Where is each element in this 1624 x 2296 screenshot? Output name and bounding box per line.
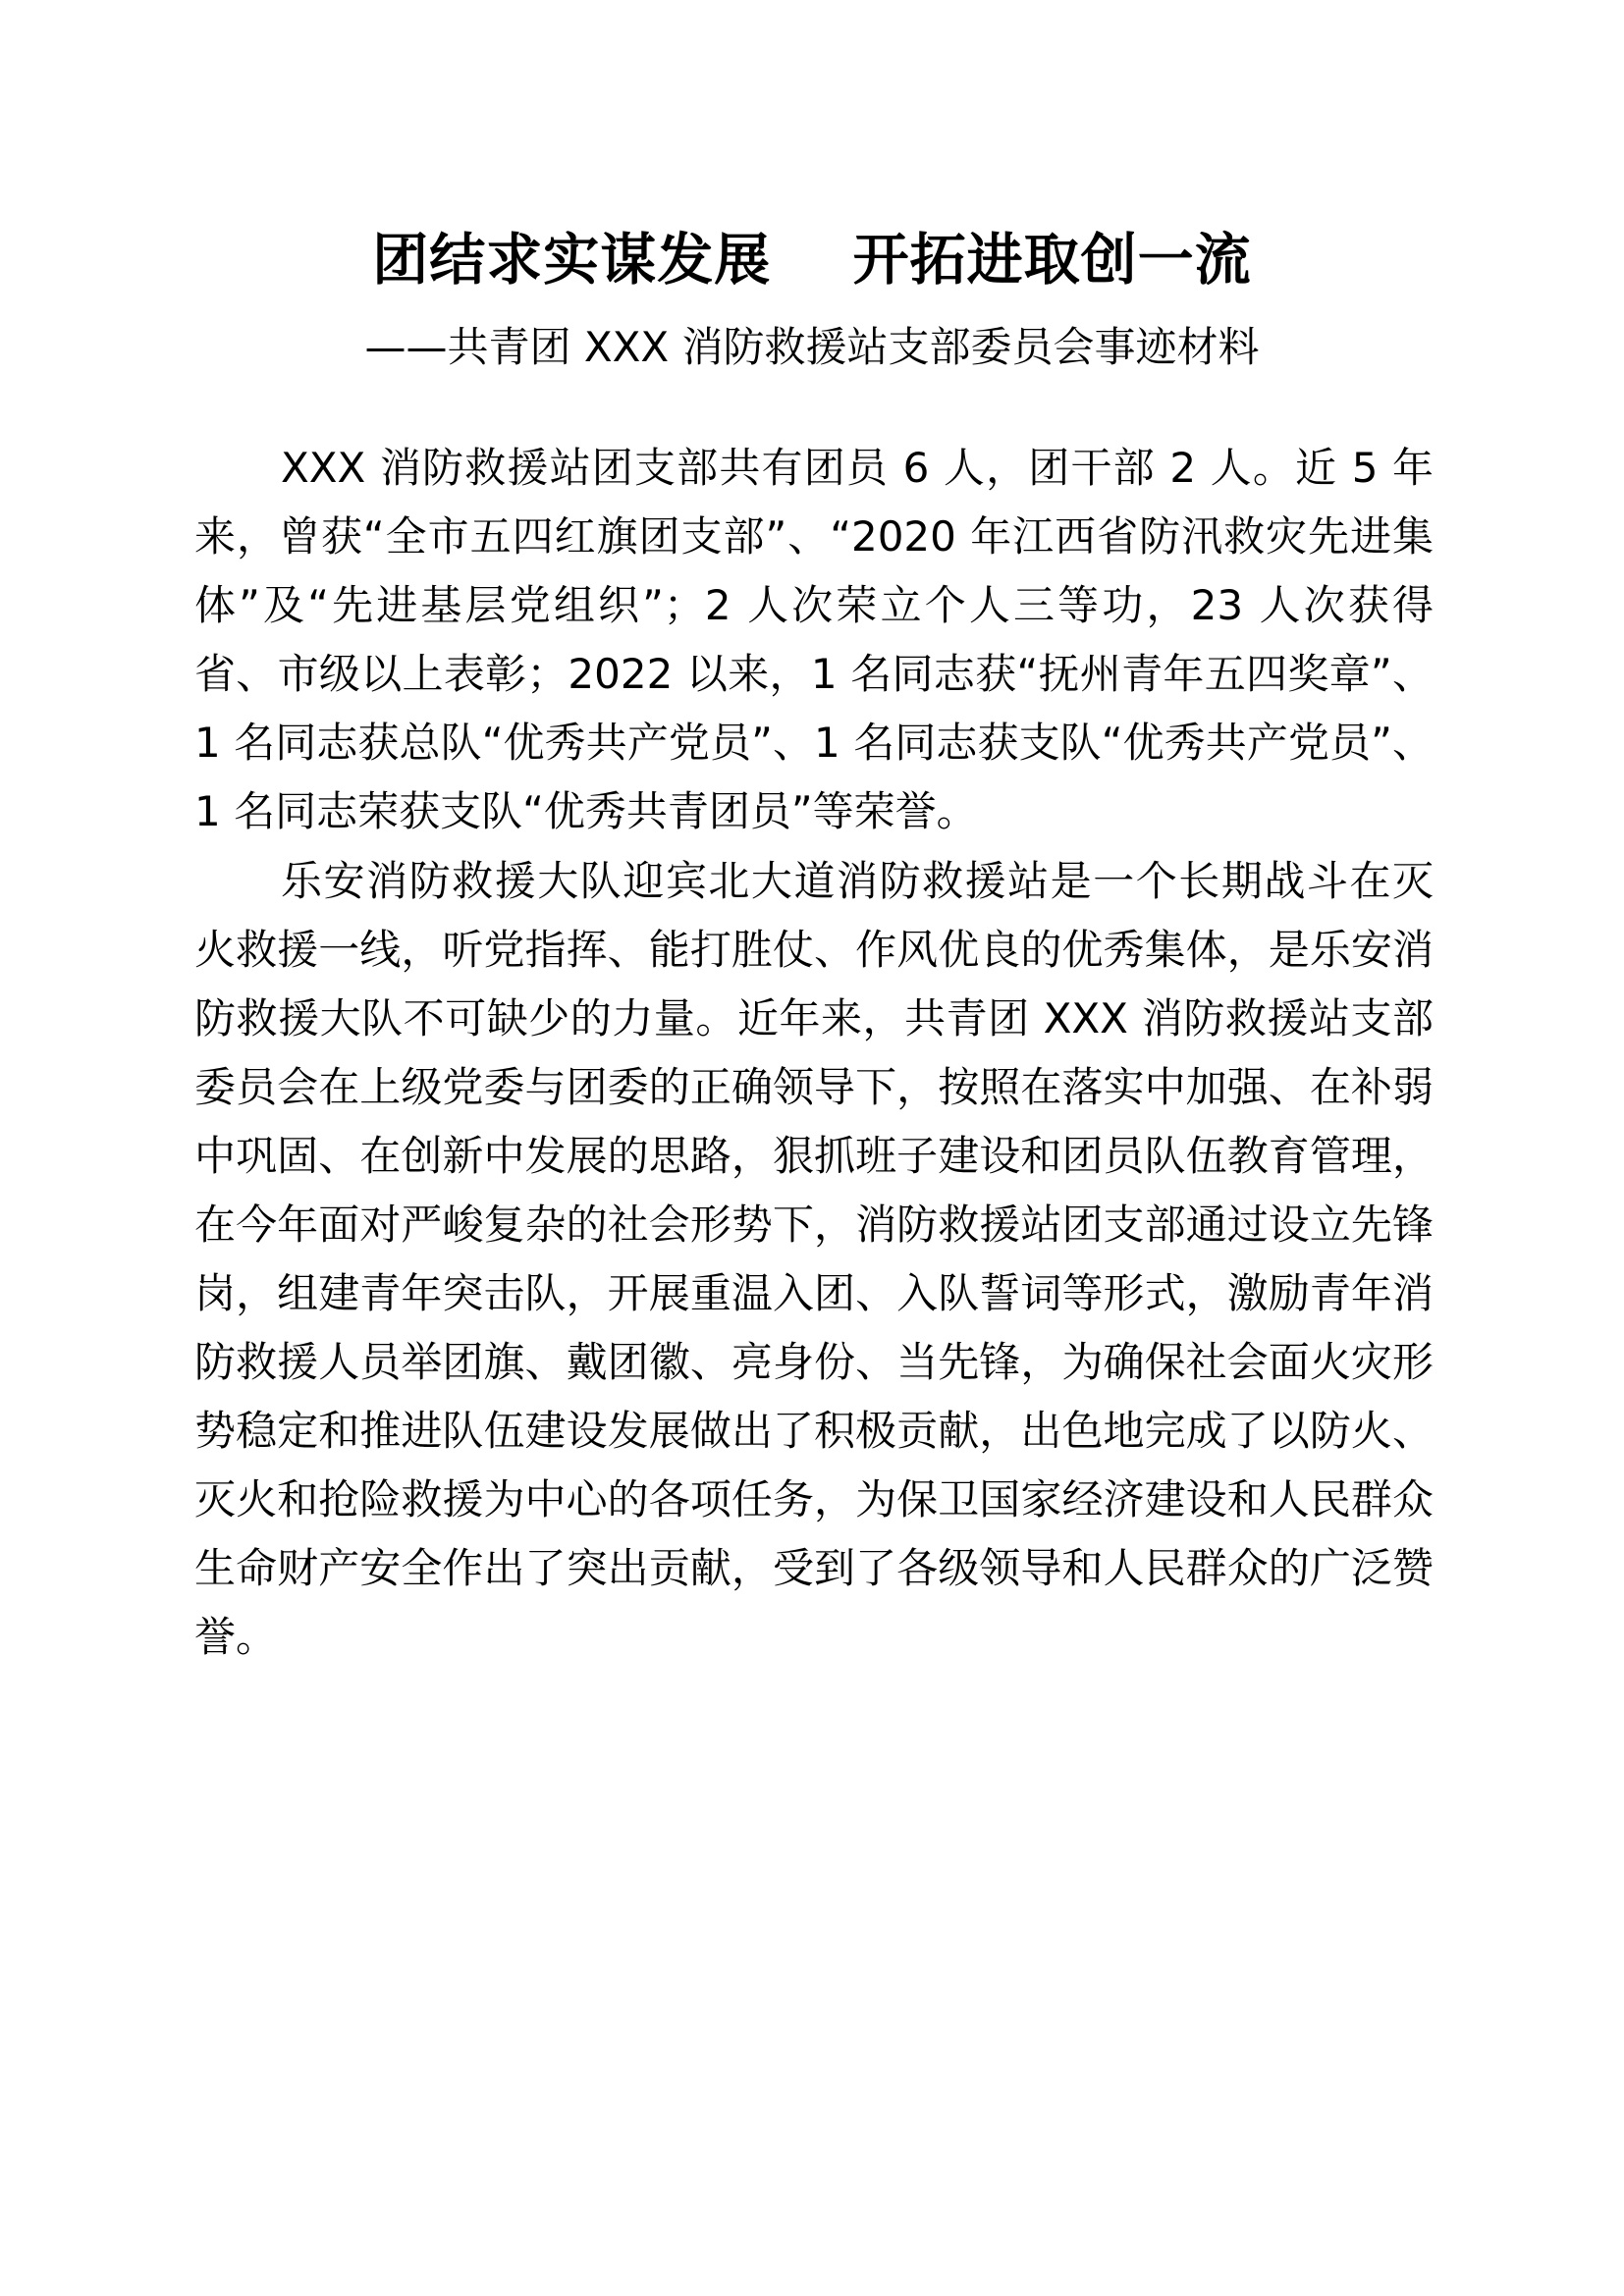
- document-body: [194, 434, 1434, 1672]
- document-subtitle: ——共青团 XXX 消防救援站支部委员会事迹材料: [364, 323, 1260, 371]
- body-paragraph-2: 乐安消防救援大队迎宾北大道消防救援站是一个长期战斗在灭火救援一线，听党指挥、能打胜仗、作风优良的优秀集体，是乐安消防救援大队不可缺少的力量。近年来，共青团 XXX 消防救援站支部委员会在上级党委与团委的正确领导下，按照在落实中加强、在补弱中巩固、在创新中发展的思路，狠抓班子建设和团员队伍教育管理，在今年面对严峻复杂的社会形势下，消防救援站团支部通过设立先锋岗，组建青年突击队，开展重温入团、入队誓词等形式，激励青年消防救援人员举团旗、戴团徽、亮身份、当先锋，为确保社会面火灾形势稳定和推进队伍建设发展做出了积极贡献，出色地完成了以防火、灭火和抢险救援为中心的各项任务，为保卫国家经济建设和人民群众生命财产安全作出了突出贡献，受到了各级领导和人民群众的广泛赞誉。: [194, 857, 1434, 1661]
- document-title: 团结求实谋发展 开拓进取创一流: [372, 228, 1252, 293]
- body-paragraph-1: XXX 消防救援站团支部共有团员 6 人，团干部 2 人。近 5 年来，曾获“全市五四红旗团支部”、“2020 年江西省防汛救灾先进集体”及“先进基层党组织”；2 人次荣立个人三等功，23 人次获得省、市级以上表彰；2022 以来，1 名同志获“抚州青年五四奖章”、1 名同志获总队“优秀共产党员”、1 名同志获支队“优秀共产党员”、1 名同志荣获支队“优秀共青团员”等荣誉。: [194, 444, 1434, 835]
